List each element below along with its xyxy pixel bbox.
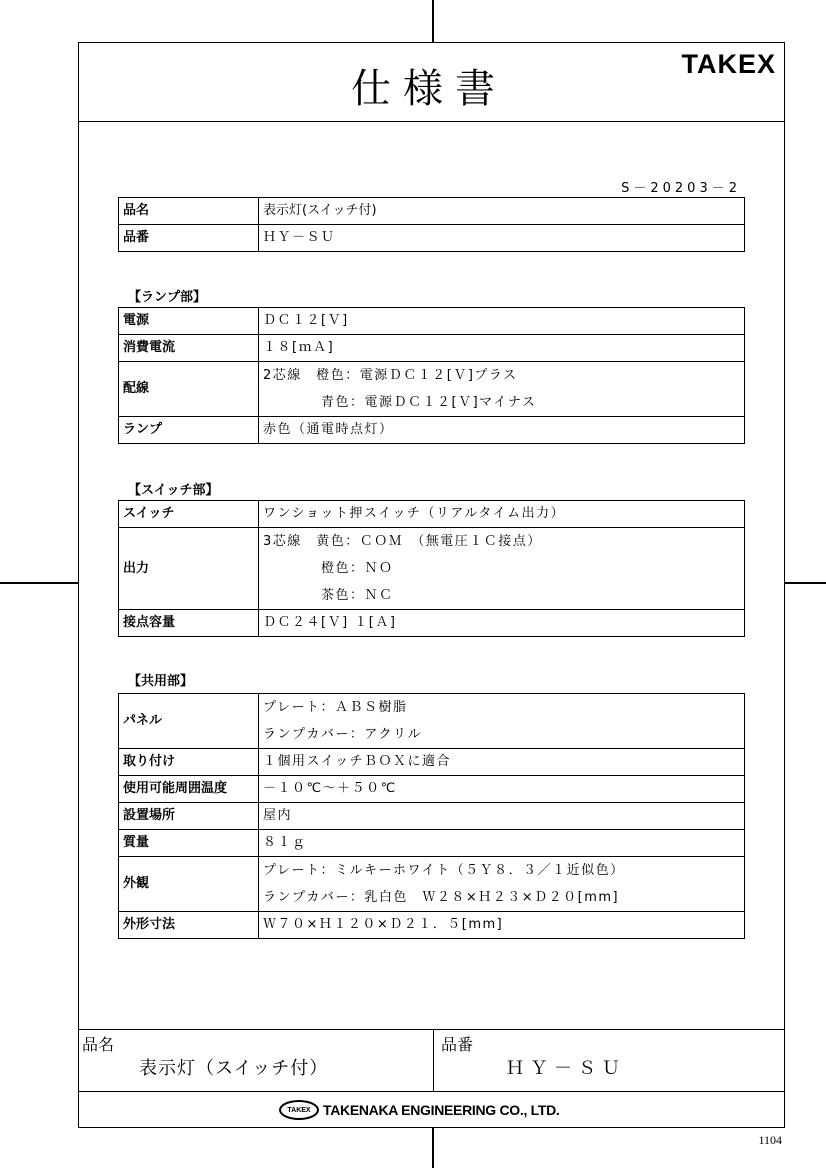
footer-number-value: ＨＹ－ＳＵ bbox=[506, 1058, 626, 1079]
table-row bbox=[119, 694, 745, 749]
contact-value: ＤＣ２４[Ｖ] １[Ａ] bbox=[259, 610, 745, 637]
crop-mark-bottom bbox=[432, 1128, 434, 1168]
footer-name-value: 表示灯（スイッチ付） bbox=[139, 1058, 329, 1079]
page-number: 1104 bbox=[758, 1133, 782, 1147]
wiring-label: 配線 bbox=[119, 362, 259, 417]
switch-value: ワンショット押スイッチ（リアルタイム出力） bbox=[259, 501, 745, 528]
crop-mark-left bbox=[0, 582, 78, 584]
header bbox=[79, 43, 784, 122]
document-number: S－20203－2 bbox=[621, 181, 741, 196]
table-row bbox=[119, 528, 745, 610]
product-name-value: 表示灯(スイッチ付) bbox=[259, 198, 745, 225]
footer-name-label: 品名 bbox=[82, 1035, 115, 1054]
dimensions-value: Ｗ７０×Ｈ１２０×Ｄ２１．５[mm] bbox=[259, 912, 745, 939]
lamp-value: 赤色（通電時点灯） bbox=[259, 417, 745, 444]
table-row bbox=[119, 610, 745, 637]
table-row bbox=[119, 749, 745, 776]
current-value: １８[ｍＡ] bbox=[259, 335, 745, 362]
panel-label: パネル bbox=[119, 694, 259, 749]
dimensions-label: 外形寸法 bbox=[119, 912, 259, 939]
lamp-label: ランプ bbox=[119, 417, 259, 444]
output-value bbox=[259, 528, 745, 610]
company-name: TAKENAKA ENGINEERING CO., LTD. bbox=[323, 1102, 560, 1118]
table-row bbox=[119, 417, 745, 444]
mass-value: ８１ｇ bbox=[259, 830, 745, 857]
wiring-value bbox=[259, 362, 745, 417]
switch-label: スイッチ bbox=[119, 501, 259, 528]
table-row bbox=[119, 776, 745, 803]
footer-number-cell bbox=[434, 1030, 784, 1091]
output-line: 橙色：ＮＯ bbox=[263, 561, 394, 576]
table-row bbox=[119, 225, 745, 252]
lamp-table bbox=[118, 307, 745, 444]
table-row bbox=[119, 362, 745, 417]
table-row bbox=[119, 857, 745, 912]
contact-label: 接点容量 bbox=[119, 610, 259, 637]
location-label: 設置場所 bbox=[119, 803, 259, 830]
wiring-line: 2芯線 橙色：電源ＤＣ１２[Ｖ]プラス bbox=[263, 368, 518, 383]
spec-sheet-frame bbox=[78, 42, 785, 1128]
temperature-value: －１０℃～＋５０℃ bbox=[259, 776, 745, 803]
power-value: ＤＣ１２[Ｖ] bbox=[259, 308, 745, 335]
product-number-value: ＨＹ－ＳＵ bbox=[259, 225, 745, 252]
current-label: 消費電流 bbox=[119, 335, 259, 362]
table-row bbox=[119, 830, 745, 857]
lamp-section-heading: 【ランプ部】 bbox=[128, 290, 207, 305]
crop-mark-top bbox=[432, 0, 434, 42]
panel-value bbox=[259, 694, 745, 749]
temperature-label: 使用可能周囲温度 bbox=[119, 776, 259, 803]
common-section-heading: 【共用部】 bbox=[128, 674, 194, 689]
output-label: 出力 bbox=[119, 528, 259, 610]
footer bbox=[79, 1029, 784, 1127]
table-row bbox=[119, 912, 745, 939]
crop-mark-right bbox=[785, 582, 826, 584]
table-row bbox=[119, 803, 745, 830]
appearance-label: 外観 bbox=[119, 857, 259, 912]
table-row bbox=[119, 198, 745, 225]
mass-label: 質量 bbox=[119, 830, 259, 857]
switch-section-heading: 【スイッチ部】 bbox=[128, 483, 219, 498]
panel-line: ランプカバー：アクリル bbox=[263, 727, 422, 742]
page-title: 仕様書 bbox=[351, 66, 507, 112]
product-name-label: 品名 bbox=[119, 198, 259, 225]
table-row bbox=[119, 501, 745, 528]
mounting-label: 取り付け bbox=[119, 749, 259, 776]
switch-table bbox=[118, 500, 745, 637]
output-line: 茶色：ＮＣ bbox=[263, 588, 394, 603]
panel-line: プレート：ＡＢＳ樹脂 bbox=[263, 700, 408, 715]
footer-number-label: 品番 bbox=[441, 1035, 474, 1054]
footer-name-cell bbox=[79, 1030, 434, 1091]
table-row bbox=[119, 308, 745, 335]
wiring-line: 青色：電源ＤＣ１２[Ｖ]マイナス bbox=[263, 395, 537, 410]
location-value: 屋内 bbox=[259, 803, 745, 830]
power-label: 電源 bbox=[119, 308, 259, 335]
brand-logo: TAKEX bbox=[681, 49, 776, 79]
output-line: 3芯線 黄色：ＣＯＭ （無電圧１Ｃ接点） bbox=[263, 534, 542, 549]
table-row bbox=[119, 335, 745, 362]
company-credit bbox=[279, 1100, 560, 1120]
appearance-line: ランプカバー：乳白色 Ｗ２８×Ｈ２３×Ｄ２０[mm] bbox=[263, 890, 620, 905]
company-logo: TAKEX bbox=[279, 1100, 319, 1120]
mounting-value: １個用スイッチＢＯＸに適合 bbox=[259, 749, 745, 776]
appearance-line: プレート：ミルキーホワイト（５Ｙ８．３／１近似色） bbox=[263, 863, 625, 878]
common-table bbox=[118, 693, 745, 939]
appearance-value bbox=[259, 857, 745, 912]
product-number-label: 品番 bbox=[119, 225, 259, 252]
company-bar bbox=[79, 1091, 784, 1127]
product-table bbox=[118, 197, 745, 252]
